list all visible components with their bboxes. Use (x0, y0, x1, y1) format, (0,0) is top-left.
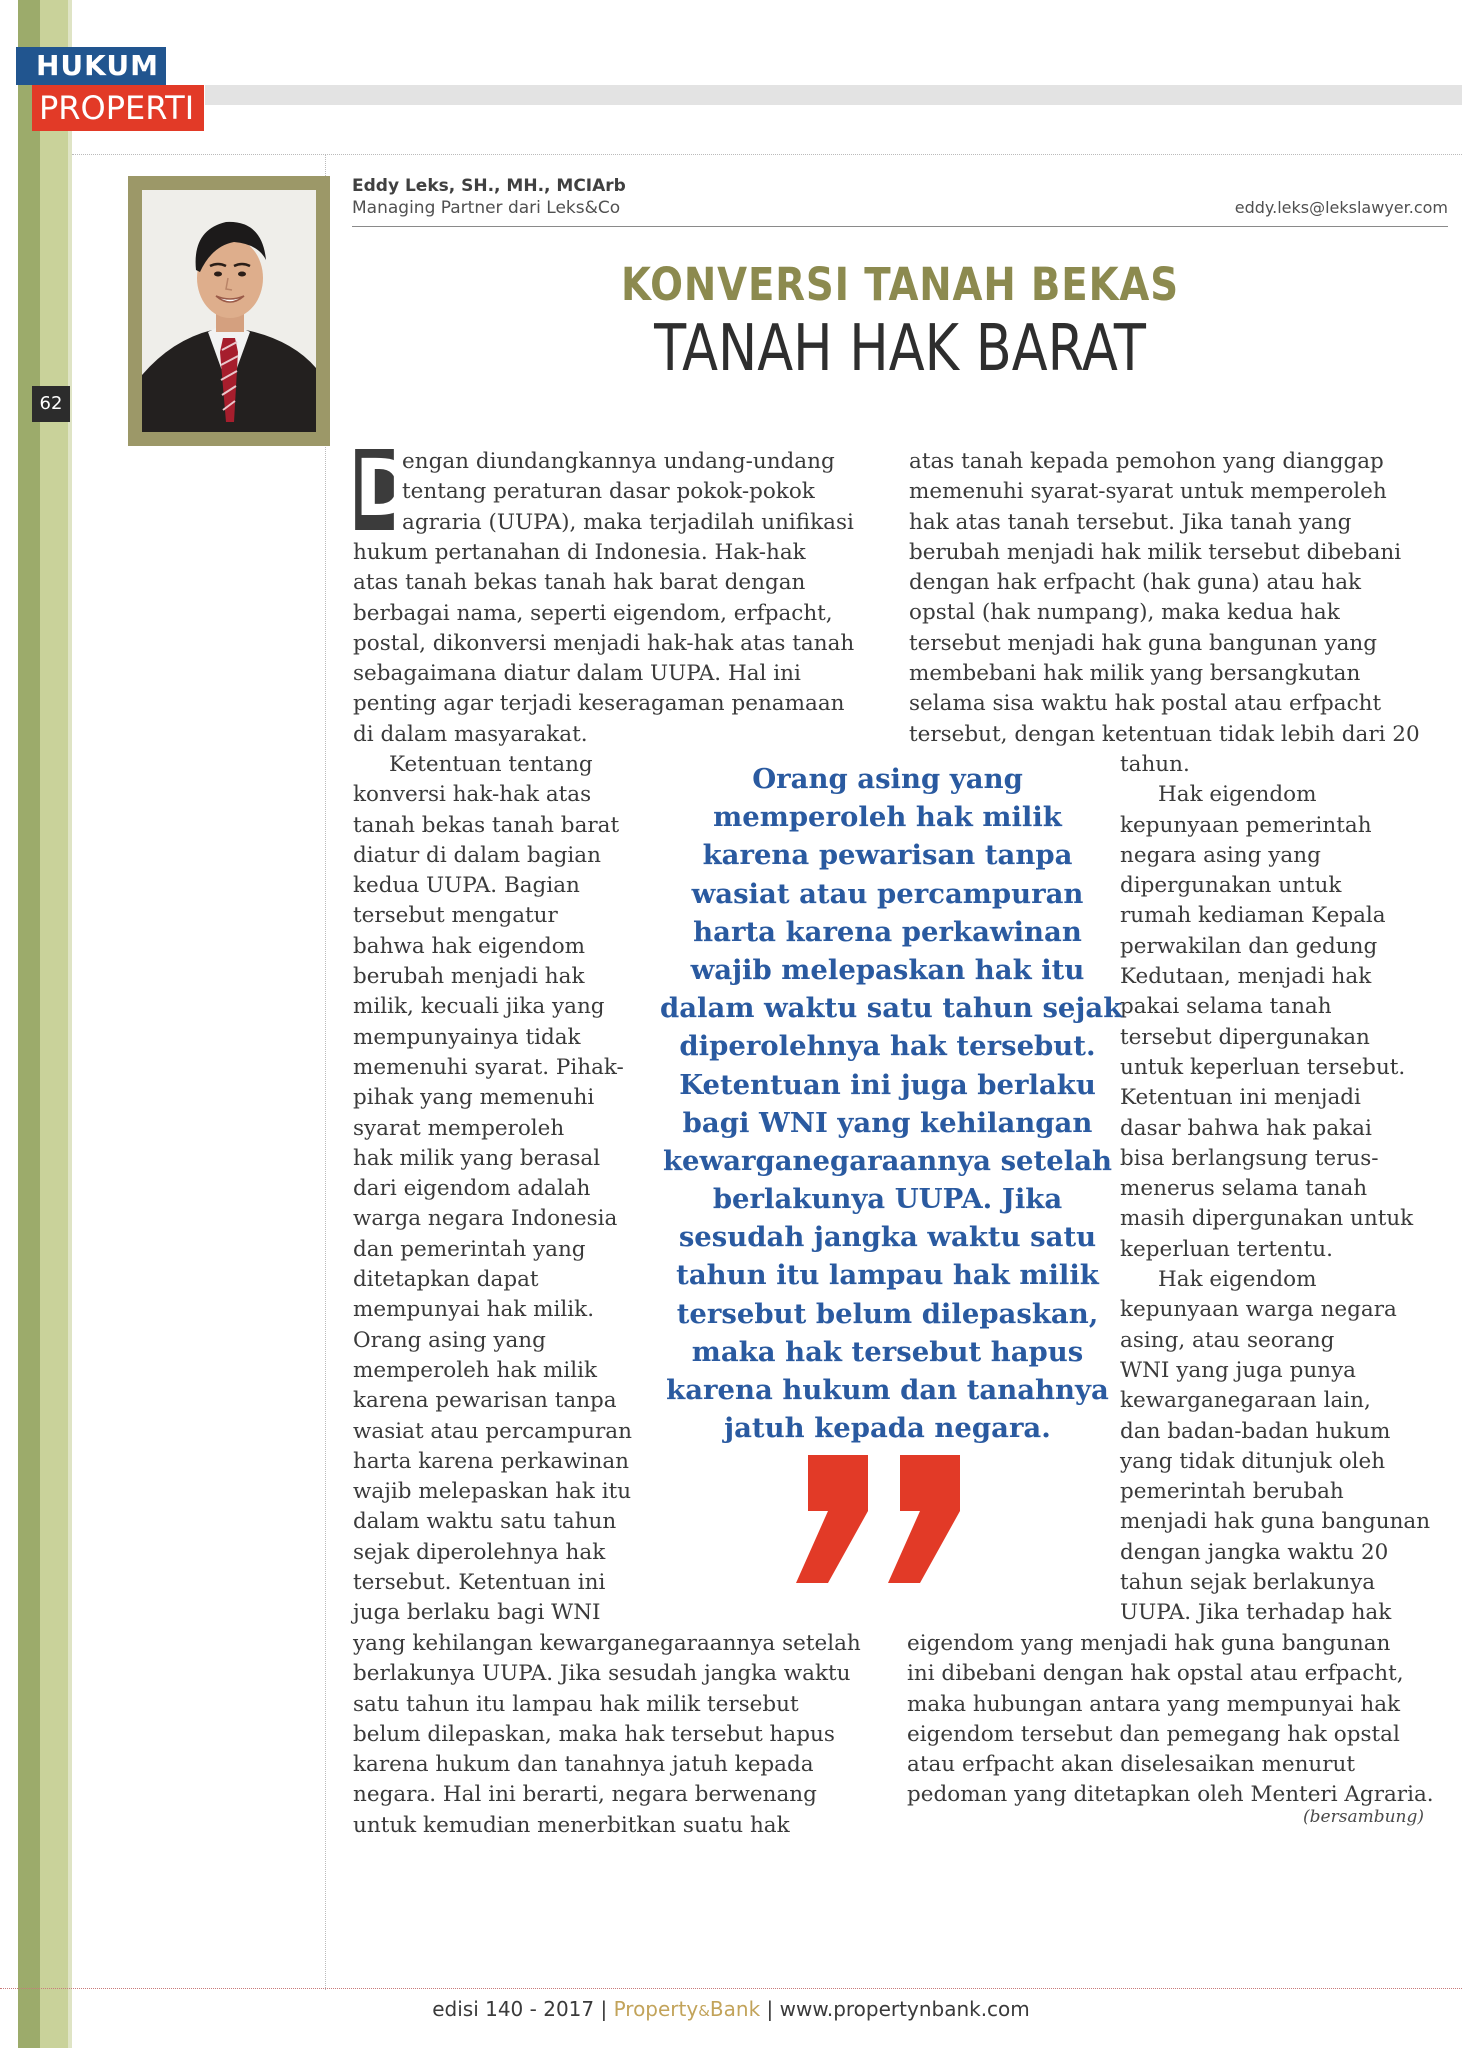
footer-dotted-rule (0, 1988, 1462, 1989)
text-line: menerus selama tanah (1120, 1176, 1368, 1202)
text-line: Kedutaan, menjadi hak (1120, 964, 1372, 990)
pull-quote-line: sesudah jangka waktu satu (678, 1221, 1097, 1254)
text-line: berubah menjadi hak milik tersebut dibebani (909, 539, 1402, 565)
text-line: opstal (hak numpang), maka kedua hak (909, 600, 1340, 626)
text-line: hukum pertanahan di Indonesia. Hak-hak (353, 540, 806, 565)
text-line: berubah menjadi hak (353, 964, 585, 990)
text-line: karena hukum dan tanahnya jatuh kepada (353, 1752, 814, 1778)
text-line: pedoman yang ditetapkan oleh Menteri Agraria. (907, 1782, 1434, 1808)
text-line: bisa berlangsung terus- (1120, 1145, 1379, 1171)
footer-brand-amp: & (698, 2002, 710, 2020)
text-line: dasar bahwa hak pakai (1120, 1115, 1372, 1141)
page-number: 62 (32, 386, 70, 422)
text-line: Hak eigendom (1158, 782, 1317, 808)
text-line: untuk keperluan tersebut. (1120, 1054, 1406, 1080)
text-line: dengan jangka waktu 20 (1120, 1539, 1389, 1565)
text-line: atas tanah kepada pemohon yang dianggap (909, 449, 1384, 474)
text-line: sejak diperolehnya hak (353, 1539, 606, 1565)
text-line: kewarganegaraan lain, (1120, 1388, 1371, 1414)
pull-quote-line: jatuh kepada negara. (724, 1412, 1051, 1445)
text-line: tersebut menjadi hak guna bangunan yang (909, 630, 1377, 656)
text-line: tahun sejak berlakunya (1120, 1570, 1376, 1596)
text-line: sebagaimana diatur dalam UUPA. Hal ini (353, 661, 801, 687)
footer-edition: edisi 140 - 2017 | (432, 1997, 614, 2021)
text-line: dengan hak erfpacht (hak guna) atau hak (909, 570, 1362, 596)
col2-narrow-text (1120, 750, 1430, 1629)
text-line: diatur di dalam bagian (353, 842, 601, 868)
text-line: di dalam masyarakat. (353, 721, 588, 747)
text-line: yang kehilangan kewarganegaraannya setelah (353, 1631, 861, 1656)
text-line: dipergunakan untuk (1120, 873, 1342, 899)
text-line: hak atas tanah tersebut. Jika tanah yang (909, 509, 1352, 535)
pull-quote-line: harta karena perkawinan (693, 915, 1082, 948)
text-line: berlakunya UUPA. Jika sesudah jangka waktu (353, 1661, 851, 1687)
text-line: memenuhi syarat. Pihak- (353, 1054, 624, 1080)
text-line: eigendom yang menjadi hak guna bangunan (907, 1631, 1391, 1656)
text-line: masih dipergunakan untuk (1120, 1206, 1414, 1232)
section-label-properti: PROPERTI (32, 85, 204, 131)
text-line: postal, dikonversi menjadi hak-hak atas tanah (353, 630, 855, 656)
text-line: tentang peraturan dasar pokok-pokok (402, 479, 815, 505)
pull-quote-line: karena pewarisan tanpa (702, 839, 1073, 872)
pull-quote-line: maka hak tersebut hapus (691, 1335, 1084, 1368)
text-line: tanah bekas tanah barat (353, 812, 620, 838)
pull-quote-line: berlakunya UUPA. Jika (712, 1183, 1063, 1216)
text-line: agraria (UUPA), maka terjadilah unifikasi (402, 509, 854, 535)
margin-strip-dark (18, 0, 40, 2048)
text-line: memperoleh hak milik (353, 1357, 598, 1383)
text-line: Ketentuan ini menjadi (1120, 1085, 1361, 1111)
footer-brand-a: Property (613, 1997, 699, 2021)
text-line: asing, atau seorang (1120, 1327, 1335, 1353)
text-line: membebani hak milik yang bersangkutan (909, 661, 1361, 687)
pull-quote-line: tersebut belum dilepaskan, (676, 1297, 1099, 1330)
text-line: maka hubungan antara yang mempunyai hak (907, 1691, 1401, 1717)
text-line: negara. Hal ini berarti, negara berwenang (353, 1782, 817, 1808)
pull-quote-line: Ketentuan ini juga berlaku (679, 1068, 1096, 1101)
text-line: kepunyaan pemerintah (1120, 812, 1372, 838)
closing-quote-icon (796, 1455, 972, 1585)
pull-quote-line: kewarganegaraannya setelah (662, 1144, 1113, 1177)
col2-bottom-text (907, 1629, 1434, 1811)
section-label-hukum: HUKUM (16, 47, 166, 85)
text-line: negara asing yang (1120, 842, 1321, 868)
pull-quote-line: memperoleh hak milik (713, 801, 1062, 834)
pull-quote-line: karena hukum dan tanahnya (666, 1374, 1109, 1406)
text-line: wajib melepaskan hak itu (353, 1479, 632, 1505)
text-line: atau erfpacht akan diselesaikan menurut (907, 1752, 1356, 1778)
pull-quote-line: dalam waktu satu tahun sejak (660, 992, 1123, 1025)
text-line: menjadi hak guna bangunan (1120, 1509, 1431, 1535)
text-line: tersebut mengatur (353, 903, 558, 929)
pull-quote (660, 760, 1123, 1447)
text-line: engan diundangkannya undang-undang (402, 449, 835, 474)
text-line: ditetapkan dapat (353, 1267, 539, 1293)
text-line: perwakilan dan gedung (1120, 933, 1378, 959)
col2-top-text (909, 447, 1420, 750)
author-email: eddy.leks@lekslawyer.com (1234, 198, 1448, 217)
pull-quote-line: wajib melepaskan hak itu (690, 953, 1085, 986)
text-line: keperluan tertentu. (1120, 1236, 1333, 1262)
text-line: atas tanah bekas tanah hak barat dengan (353, 570, 806, 596)
author-portrait-image (142, 190, 316, 432)
text-line: tahun. (1120, 752, 1190, 777)
pull-quote-line: diperolehnya hak tersebut. (679, 1030, 1096, 1063)
text-line: mempunyainya tidak (353, 1024, 581, 1050)
text-line: penting agar terjadi keseragaman penamaan (353, 691, 845, 717)
text-line: wasiat atau percampuran (353, 1418, 632, 1444)
text-line: warga negara Indonesia (353, 1206, 618, 1232)
text-line: pemerintah berubah (1120, 1479, 1344, 1505)
headline-line-1: KONVERSI TANAH BEKAS (621, 258, 1179, 311)
pull-quote-line: wasiat atau percampuran (691, 877, 1084, 910)
text-line: ini dibebani dengan hak opstal atau erfpacht, (907, 1661, 1404, 1687)
footer-separator: | (760, 1997, 780, 2021)
text-line: rumah kediaman Kepala (1120, 903, 1386, 929)
text-line: dalam waktu satu tahun (353, 1509, 617, 1535)
text-line: kepunyaan warga negara (1120, 1297, 1397, 1323)
footer-website: www.propertynbank.com (779, 1997, 1030, 2021)
text-line: bahwa hak eigendom (353, 933, 586, 959)
pull-quote-line: Orang asing yang (752, 763, 1023, 795)
text-line: tersebut, dengan ketentuan tidak lebih dari 20 (909, 721, 1420, 747)
text-line: satu tahun itu lampau hak milik tersebut (353, 1691, 799, 1717)
col1-bottom-text (353, 1629, 861, 1841)
text-line: yang tidak ditunjuk oleh (1120, 1448, 1386, 1474)
footer-brand-b: Bank (709, 1997, 761, 2021)
text-line: syarat memperoleh (353, 1115, 565, 1141)
text-line: pihak yang memenuhi (353, 1085, 595, 1111)
text-line: dan pemerintah yang (353, 1236, 586, 1262)
text-line: harta karena perkawinan (353, 1448, 629, 1474)
pull-quote-line: bagi WNI yang kehilangan (682, 1106, 1093, 1139)
text-line: berbagai nama, seperti eigendom, erfpacht, (353, 600, 833, 626)
text-line: pakai selama tanah (1120, 994, 1332, 1020)
text-line: karena pewarisan tanpa (353, 1388, 617, 1414)
text-line: konversi hak-hak atas (353, 782, 592, 808)
text-line: untuk kemudian menerbitkan suatu hak (353, 1812, 790, 1838)
pull-quote-line: tahun itu lampau hak milik (676, 1259, 1099, 1292)
text-line: kedua UUPA. Bagian (353, 873, 580, 899)
text-line: tersebut dipergunakan (1120, 1024, 1370, 1050)
author-role: Managing Partner dari Leks&Co (352, 198, 621, 218)
text-line: hak milik yang berasal (353, 1145, 601, 1171)
text-line: memenuhi syarat-syarat untuk memperoleh (909, 479, 1387, 505)
text-line: UUPA. Jika terhadap hak (1120, 1600, 1392, 1626)
text-line: Hak eigendom (1158, 1267, 1317, 1293)
text-line: mempunyai hak milik. (353, 1297, 595, 1323)
author-photo (128, 176, 330, 446)
top-dotted-rule (72, 154, 1462, 155)
continued-note: (bersambung) (1303, 1807, 1424, 1827)
byline-rule (352, 226, 1448, 227)
text-line: tersebut. Ketentuan ini (353, 1570, 606, 1596)
drop-cap: D (355, 444, 414, 534)
text-line: milik, kecuali jika yang (353, 994, 605, 1020)
text-line: selama sisa waktu hak postal atau erfpacht (909, 691, 1382, 717)
text-line: WNI yang juga punya (1120, 1357, 1356, 1383)
col1-intro-lines-first (402, 447, 854, 538)
text-line: belum dilepaskan, maka hak tersebut hapus (353, 1721, 835, 1747)
col1-narrow-text (353, 750, 632, 1629)
text-line: Orang asing yang (353, 1327, 546, 1353)
margin-strip-light (40, 0, 68, 2048)
text-line: dari eigendom adalah (353, 1176, 591, 1202)
text-line: dan badan-badan hukum (1120, 1418, 1391, 1444)
col1-intro-lines-rest (353, 538, 854, 750)
text-line: juga berlaku bagi WNI (353, 1600, 601, 1626)
text-line: Ketentuan tentang (389, 752, 593, 777)
text-line: eigendom tersebut dan pemegang hak opstal (907, 1721, 1400, 1747)
header-band (205, 85, 1462, 105)
author-name: Eddy Leks, SH., MH., MCIArb (352, 176, 626, 196)
margin-strip-edge (68, 0, 72, 2048)
headline-line-2: TANAH HAK BARAT (654, 312, 1146, 386)
footer (0, 1997, 1462, 2021)
